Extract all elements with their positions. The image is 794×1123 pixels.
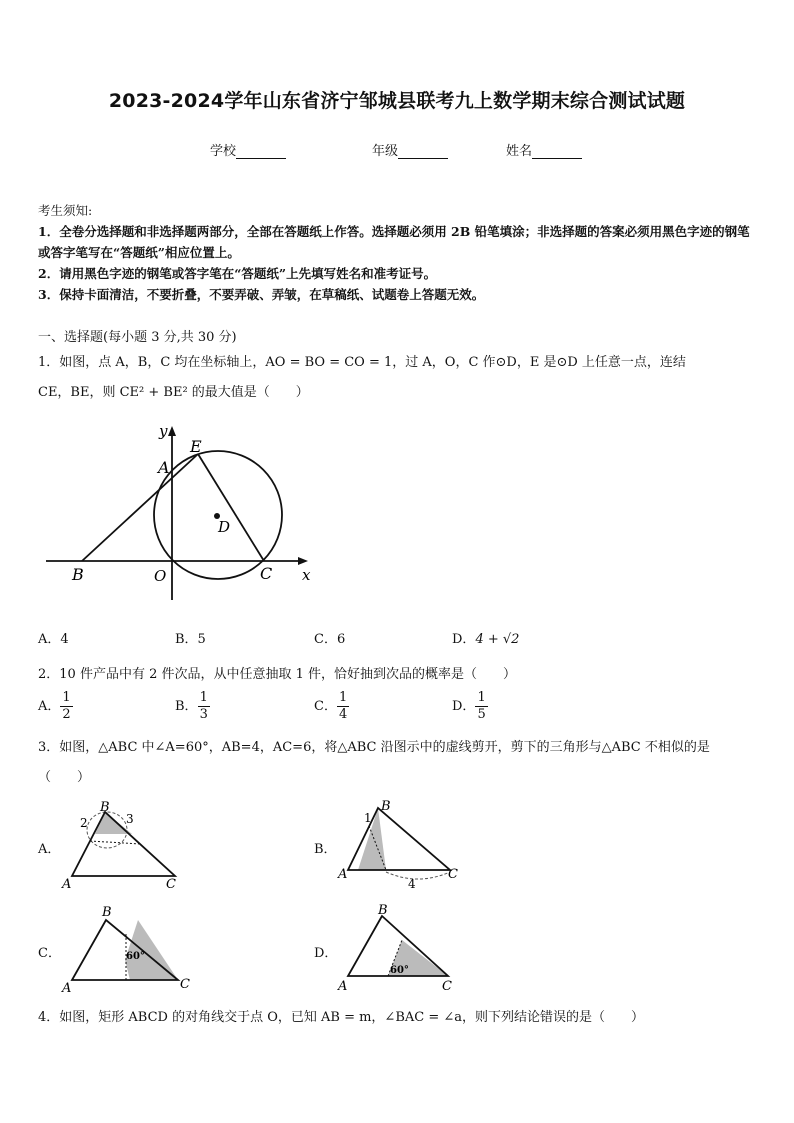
- q3-label-b: B．: [314, 842, 337, 857]
- label-c: C: [260, 564, 273, 583]
- line-be: [82, 454, 198, 561]
- q1-option-d: [452, 628, 519, 647]
- q1-line2: CE，BE，则 CE² + BE² 的最大值是（ ）: [38, 385, 309, 400]
- q3-figure-d: [336, 902, 476, 997]
- figc-shaded-region: [125, 920, 178, 980]
- q2-a-num: 1: [62, 690, 71, 705]
- figb-dashed-arc: [386, 872, 450, 879]
- notes-heading: 考生须知:: [38, 203, 93, 218]
- q2-b-den: 3: [199, 707, 208, 722]
- label-o: O: [154, 567, 167, 585]
- school-blank: [236, 144, 286, 159]
- note-item-1: 1．全卷分选择题和非选择题两部分，全部在答题纸上作答。选择题必须用 2B 铅笔填涂；非选择题的答案必须用黑色字迹的钢笔或答字笔写在“答题纸”相应位置上。: [38, 224, 750, 260]
- q3-label-a: A．: [38, 842, 61, 857]
- q1-option-a: A．4: [38, 632, 69, 647]
- q2-option-a: [38, 690, 73, 723]
- figb-label-b: B: [381, 799, 391, 814]
- q2-option-a-label: A．: [38, 699, 61, 714]
- q3-figure-a: [60, 800, 190, 892]
- figc-label-a: A: [62, 981, 72, 996]
- q2-a-den: 2: [62, 707, 71, 722]
- figb-label-a: A: [338, 867, 348, 882]
- q2-option-c-fraction: [337, 690, 349, 723]
- y-arrow: [168, 426, 176, 436]
- grade-label: 年级: [372, 144, 399, 159]
- figa-label-c: C: [166, 877, 176, 892]
- exam-notes: [38, 200, 760, 305]
- figd-label-b: B: [378, 903, 388, 918]
- q1-option-c: C．6: [314, 632, 346, 647]
- q3-figure-b: [336, 796, 466, 891]
- q1-option-d-label: D．: [452, 632, 476, 647]
- q2-option-a-fraction: [60, 690, 72, 723]
- q2-option-b-fraction: [198, 690, 210, 723]
- q2-option-b: [175, 690, 210, 723]
- q2-c-num: 1: [338, 690, 348, 705]
- note-item-3: 3．保持卡面清洁，不要折叠，不要弄破、弄皱，在草稿纸、试题卷上答题无效。: [38, 287, 485, 302]
- q3-line1: 3．如图，△ABC 中∠A=60°，AB=4，AC=6，将△ABC 沿图示中的虚线剪开，剪下的三角形与△ABC 不相似的是: [38, 740, 710, 755]
- question-1: [38, 348, 754, 408]
- label-e: E: [190, 437, 202, 456]
- figa-label-b: B: [100, 800, 110, 815]
- q2-option-b-label: B．: [175, 699, 198, 714]
- figd-label-a: A: [338, 979, 348, 994]
- figa-label-a: A: [62, 877, 72, 892]
- q2-option-c-label: C．: [314, 699, 337, 714]
- school-field: [210, 140, 286, 159]
- q2-d-den: 5: [477, 707, 486, 722]
- q1-figure: [38, 418, 318, 608]
- figc-label-b: B: [102, 905, 112, 920]
- q1-option-d-value: 4 + √2: [475, 632, 520, 647]
- note-item-2: 2．请用黑色字迹的钢笔或答字笔在“答题纸”上先填写姓名和准考证号。: [38, 266, 437, 281]
- q3-line2: （ ）: [38, 770, 91, 785]
- q3-label-c: C．: [38, 946, 61, 961]
- q2-d-num: 1: [477, 690, 486, 705]
- label-b: B: [72, 565, 84, 584]
- q2-option-d-fraction: [475, 690, 487, 723]
- section-heading: 一、选择题(每小题 3 分,共 30 分): [38, 330, 237, 345]
- figc-helper: [106, 920, 125, 960]
- line-ec: [198, 454, 264, 561]
- figd-label-c: C: [442, 979, 452, 994]
- page-title: 2023-2024学年山东省济宁邹城县联考九上数学期末综合测试试题: [108, 90, 686, 112]
- question-2: 2．10 件产品中有 2 件次品，从中任意抽取 1 件，恰好抽到次品的概率是（ ）: [38, 667, 517, 682]
- school-label: 学校: [210, 144, 237, 159]
- q3-label-d: D．: [314, 946, 338, 961]
- name-blank: [532, 144, 582, 159]
- figc-label-c: C: [180, 977, 190, 992]
- figb-label-4: 4: [408, 877, 416, 891]
- name-label: 姓名: [506, 144, 533, 159]
- figa-label-3: 3: [126, 812, 134, 826]
- q2-option-c: [314, 690, 349, 723]
- label-x: x: [302, 566, 311, 584]
- figc-angle: 60°: [126, 951, 145, 962]
- q2-b-num: 1: [199, 690, 208, 705]
- x-arrow: [298, 557, 308, 565]
- question-4: 4．如图，矩形 ABCD 的对角线交于点 O，已知 AB = m，∠BAC = ∠a，则下列结论错误的是（ ）: [38, 1010, 645, 1025]
- figa-cut-line: [90, 841, 141, 844]
- name-field: [506, 140, 582, 159]
- label-d: D: [218, 518, 231, 536]
- grade-blank: [398, 144, 448, 159]
- grade-field: [372, 140, 448, 159]
- q2-option-d-label: D．: [452, 699, 476, 714]
- q2-option-d: [452, 690, 488, 723]
- q2-c-den: 4: [338, 707, 348, 722]
- question-3: [38, 733, 754, 793]
- label-y: y: [159, 422, 168, 440]
- figb-label-1: 1: [364, 811, 372, 825]
- figa-label-2: 2: [80, 816, 88, 830]
- q1-option-b: B．5: [175, 632, 206, 647]
- figb-label-c: C: [448, 867, 458, 882]
- q1-line1: 1．如图，点 A，B，C 均在坐标轴上，AO = BO = CO = 1，过 A，O，C 作⊙D，E 是⊙D 上任意一点，连结: [38, 355, 686, 370]
- q3-figure-c: [60, 902, 200, 997]
- label-a: A: [158, 458, 170, 477]
- figd-angle: 60°: [390, 965, 409, 976]
